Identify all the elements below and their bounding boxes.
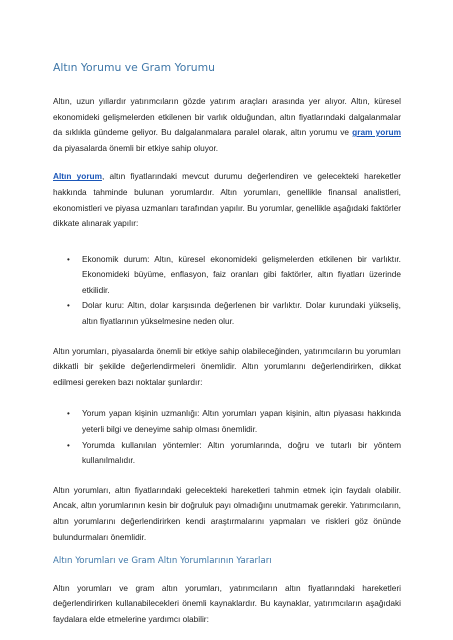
list-item-text: Dolar kuru: Altın, dolar karşısında değerlenen bir varlıktır. Dolar kurundaki yükseliş, altın fiyatlarının yükselmesine neden olur. (82, 300, 401, 327)
list-item (67, 252, 401, 299)
altin-yorum-link[interactable]: Altın yorum (53, 171, 102, 182)
bullet-icon: • (67, 440, 70, 450)
list-item-text: Yorumda kullanılan yöntemler: Altın yorumlarında, doğru ve tutarlı bir yöntem kullanılmalıdır. (82, 439, 401, 466)
intro-paragraph (53, 94, 401, 156)
bullet-icon: • (67, 301, 70, 311)
bullet-icon: • (67, 409, 70, 419)
intro-text: Altın, uzun yıllardır yatırımcıların gözde yatırım araçları arasında yer alıyor. Altın, küresel ekonomideki gelişmelerden etkilenen bir varlık olduğundan, altın fiyatlarındaki dalgalanmalar da sıklıkla gündeme geliyor. Bu dalgalanmalara paralel olarak, altın yorumu ve (53, 95, 401, 138)
benefits-paragraph: Altın yorumları ve gram altın yorumları, yatırımcıların altın fiyatlarındaki hareketleri değerlendirirken kullanabilecekleri önemli kaynaklardır. Bu kaynaklar, yatırımcıların aşağıdaki faydalara elde etmelerine yardımcı olabilir: (53, 582, 401, 624)
list-item (67, 298, 401, 329)
list-item-text: Yorum yapan kişinin uzmanlığı: Altın yorumları yapan kişinin, altın piyasası hakkında yeterli bilgi ve deneyime sahip olması önemlidir. (82, 408, 401, 435)
intro-tail-text: da piyasalarda önemli bir etkiye sahip oluyor. (53, 142, 219, 153)
points-list (53, 406, 401, 468)
evaluation-paragraph: Altın yorumları, piyasalarda önemli bir etkiye sahip olabileceğinden, yatırımcıların bu yorumları dikkatli bir şekilde değerlendirmeleri önemlidir. Altın yorumlarını değerlendirirken, dikkat edilmesi gereken bazı noktalar şunlardır: (53, 345, 401, 387)
altin-yorum-text: , altın fiyatlarındaki mevcut durumu değerlendiren ve gelecekteki hareketler hakkında tahminde bulunan yorumlardır. Altın yorumları, genellikle finansal analistleri, ekonomistleri ve piyasa uzmanları tarafından yapılır. Bu yorumlar, genellikle aşağıdaki faktörler dikkate alınarak yapılır: (53, 171, 401, 229)
altin-yorum-paragraph (53, 169, 401, 231)
page-title: Altın Yorumu ve Gram Yorumu (53, 61, 215, 74)
bullet-icon: • (67, 254, 70, 264)
gram-yorum-link[interactable]: gram yorum (352, 127, 401, 138)
factors-list (53, 252, 401, 330)
list-item (67, 438, 401, 469)
list-item (67, 406, 401, 437)
section-heading: Altın Yorumları ve Gram Altın Yorumlarının Yararları (53, 556, 272, 567)
list-item-text: Ekonomik durum: Altın, küresel ekonomideki gelişmelerden etkilenen bir varlıktır. Ekonomideki büyüme, enflasyon, faiz oranları gibi faktörler, altın fiyatları üzerinde etkilidir. (82, 253, 401, 295)
summary-paragraph: Altın yorumları, altın fiyatlarındaki gelecekteki hareketleri tahmin etmek için faydalı olabilir. Ancak, altın yorumlarının kesin bir doğruluk payı olmadığını unutmamak gerekir. Yatırımcıların, altın yorumlarını değerlendirirken kendi araştırmalarını yapmaları ve riskleri göz önünde bulundurmaları önemlidir. (53, 484, 401, 542)
